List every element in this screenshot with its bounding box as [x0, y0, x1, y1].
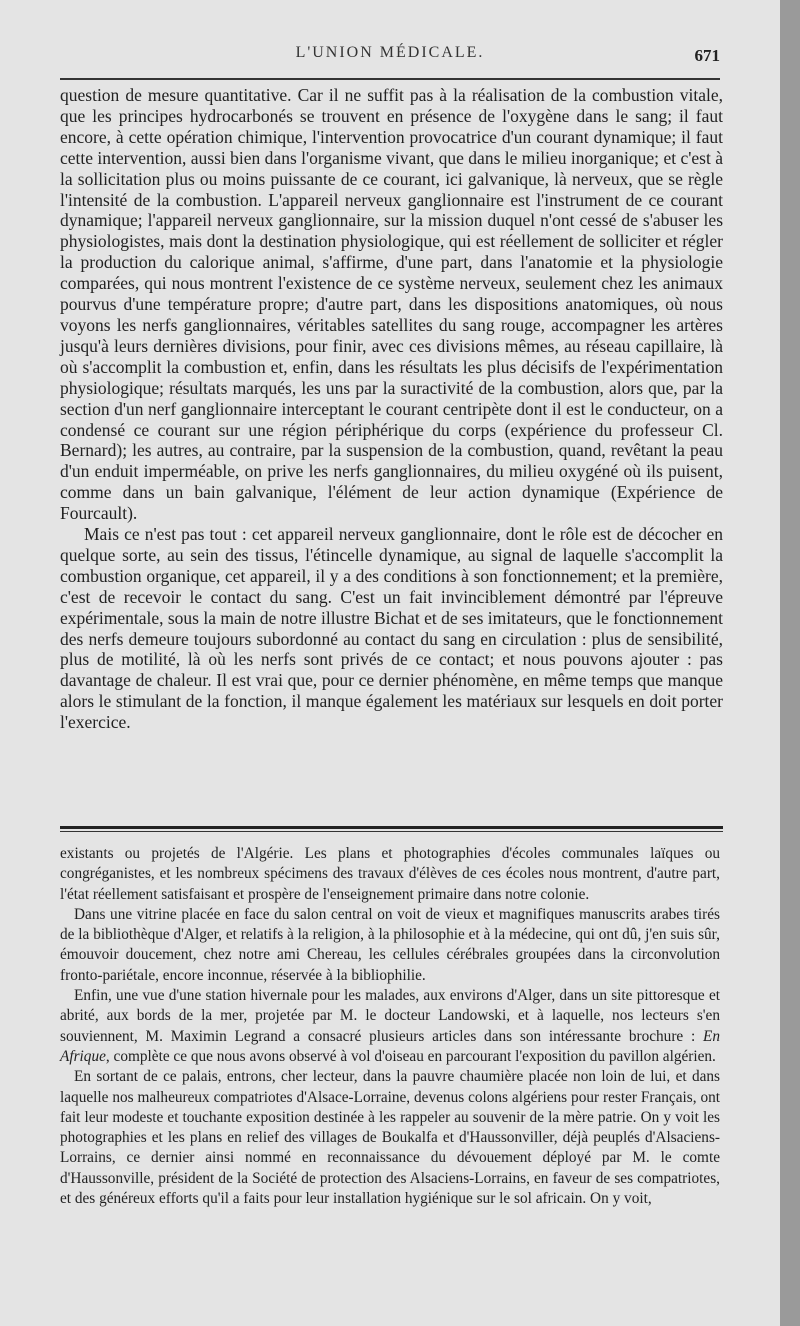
- feuilleton-paragraph: existants ou projetés de l'Algérie. Les plans et photographies d'écoles communales laïques ou congréganistes, et les nombreux spécimens des travaux d'élèves de ces écoles nous montrent, d'autre part, l'état réellement satisfaisant et prospère de l'enseignement primaire dans notre colonie.: [60, 845, 720, 903]
- feuilleton-paragraph: Dans une vitrine placée en face du salon central on voit de vieux et magnifiques manuscrits arabes tirés de la bibliothèque d'Alger, et relatifs à la religion, à la philosophie et à la médecine, qui ont dû, j'en suis sûr, émouvoir doucement, chez notre ami Chereau, les cellules cérébrales groupées dans la circonvolution fronto-pariétale, encore inconnue, réservée à la bibliophilie.: [60, 905, 720, 984]
- paragraph-text: Enfin, une vue d'une station hivernale pour les malades, aux environs d'Alger, dans un site pittoresque et abrité, aux bords de la mer, projetée par M. le docteur Landowski, et à laquelle, nos lecteurs s'en souviennent, M. Maximin Legrand a consacré plusieurs articles dans son intéressante brochure :: [60, 987, 720, 1045]
- main-paragraph: question de mesure quantitative. Car il ne suffit pas à la réalisation de la combustion vitale, que les principes hydrocarbonés se trouvent en présence de l'oxygène dans le sang; il faut encore, à cette opération chimique, l'intervention provocatrice d'un courant dynamique; il faut cette intervention, aussi bien dans l'organisme vivant, que dans le milieu inorganique; et c'est à la sollicitation plus ou moins puissante de ce courant, ici galvanique, là nerveux, que se règle l'intensité de la combustion. L'appareil nerveux ganglionnaire est l'instrument de ce courant dynamique; l'appareil nerveux ganglionnaire, sur la mission duquel n'ont cessé de s'abuser les physiologistes, mais dont la destination physiologique, qui est réellement de solliciter et régler la production du calorique animal, s'affirme, d'une part, dans l'anatomie et la physiologie comparées, qui nous montrent l'existence de ce système nerveux, seulement chez les animaux pourvus d'une température propre; d'autre part, dans les dispositions anatomiques, où nous voyons les nerfs ganglionnaires, véritables satellites du sang rouge, accompagner les artères jusqu'à leurs dernières divisions, pour finir, avec ces divisions mêmes, au réseau capillaire, là où s'accomplit la combustion et, enfin, dans les résultats les plus décisifs de l'expérimentation physiologique; résultats marqués, les uns par la suractivité de la combustion, alors que, par la section d'un nerf ganglionnaire interceptant le courant centripète dont il est le conducteur, on a condensé ce courant sur une région périphérique du corps (expérience du professeur Cl. Bernard); les autres, au contraire, par la suspension de la combustion, quand, revêtant la peau d'un enduit imperméable, on prive les nerfs ganglionnaires, du milieu oxygéné où ils puisent, comme dans un bain galvanique, l'élément de leur action dynamique (Expérience de Fourcault).: [60, 85, 723, 524]
- feuilleton-text: [60, 844, 720, 1209]
- main-paragraph: Mais ce n'est pas tout : cet appareil nerveux ganglionnaire, dont le rôle est de décocher en quelque sorte, au sein des tissus, l'étincelle dynamique, au signal de laquelle s'accomplit la combustion organique, cet appareil, il y a des conditions à son fonctionnement; et la première, c'est de recevoir le contact du sang. C'est un fait invinciblement démontré par l'épreuve expérimentale, sous la main de notre illustre Bichat et de ses imitateurs, que le fonctionnement des nerfs demeure toujours subordonné au contact du sang en circulation : plus de sensibilité, plus de motilité, là où les nerfs sont privés de ce contact; et nous pouvons ajouter : pas davantage de chaleur. Il est vrai que, pour ce dernier phénomène, en même temps que manque alors le stimulant de la fonction, il manque également les matériaux sur lesquels en doit porter l'exercice.: [60, 524, 723, 733]
- feuilleton-separator: [60, 826, 723, 832]
- page-edge: [780, 0, 800, 1326]
- paragraph-text: , complète ce que nous avons observé à vol d'oiseau en parcourant l'exposition du pavillon algérien.: [105, 1047, 716, 1065]
- page-number: 671: [694, 46, 720, 65]
- running-title: L'UNION MÉDICALE.: [295, 44, 485, 61]
- brochure-title: En Afrique: [60, 1027, 720, 1065]
- page-header: [60, 44, 720, 74]
- main-text: [60, 85, 723, 733]
- feuilleton-paragraph: En sortant de ce palais, entrons, cher lecteur, dans la pauvre chaumière placée non loin de lui, et dans laquelle nos malheureux compatriotes d'Alsace-Lorraine, devenus colons algériens pour rester Français, ont fait leur modeste et touchante exposition destinée à les rappeler au souvenir de la mère patrie. On y voit les photographies et les plans en relief des villages de Boukalfa et d'Haussonviller, déjà peuplés d'Alsaciens-Lorrains, ce dernier ainsi nommé en reconnaissance du dévouement déployé par M. le comte d'Haussonville, président de la Société de protection des Alsaciens-Lorrains, en faveur de ses compatriotes, et des généreux efforts qu'il a faits pour leur installation hygiénique sur le sol africain. On y voit,: [60, 1068, 720, 1208]
- header-rule: [60, 78, 720, 80]
- feuilleton-paragraph: [60, 986, 720, 1067]
